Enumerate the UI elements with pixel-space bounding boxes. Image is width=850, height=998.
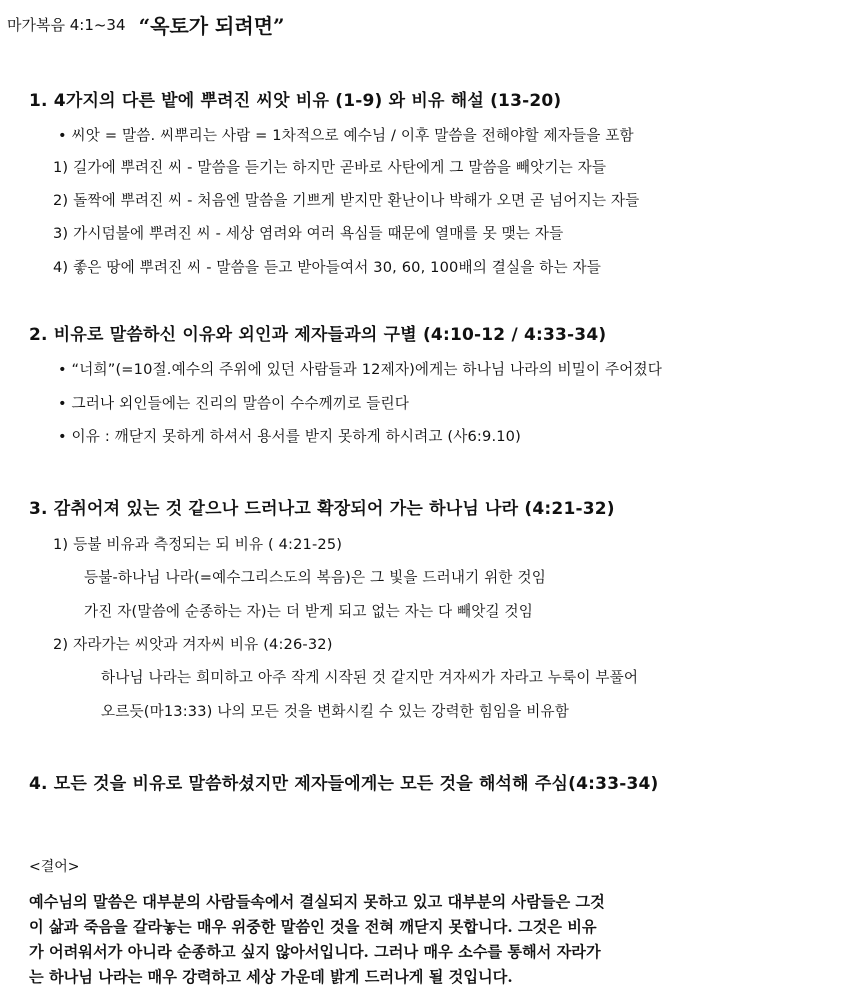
section-2-bullet-3: • 이유 : 깨닫지 못하게 하셔서 용서를 받지 못하게 하시려고 (사6:9.10)	[58, 428, 521, 445]
conclusion-line: 가 어려워서가 아니라 순종하고 싶지 않아서입니다. 그러나 매우 소수를 통해서 자라가	[29, 943, 601, 961]
section-1-bullet-seed: • 씨앗 = 말씀. 씨뿌리는 사람 = 1차적으로 예수님 / 이후 말씀을 전해야할 제자들을 포함	[58, 127, 634, 144]
conclusion-line: 는 하나님 나라는 매우 강력하고 세상 가운데 밝게 드러나게 될 것입니다.	[29, 968, 513, 986]
section-3-heading: 3. 감취어져 있는 것 같으나 드러나고 확장되어 가는 하나님 나라 (4:21-32)	[29, 499, 615, 519]
section-2-heading: 2. 비유로 말씀하신 이유와 외인과 제자들과의 구별 (4:10-12 / 4:33-34)	[29, 325, 607, 345]
section-3-item-2-detail-2: 오르듯(마13:33) 나의 모든 것을 변화시킬 수 있는 강력한 힘임을 비유함	[101, 703, 570, 720]
scripture-reference: 마가복음 4:1~34	[7, 16, 126, 34]
section-3-item-2: 2) 자라가는 씨앗과 겨자씨 비유 (4:26-32)	[53, 636, 333, 653]
section-1-item-2: 2) 돌짝에 뿌려진 씨 - 처음엔 말씀을 기쁘게 받지만 환난이나 박해가 오면 곧 넘어지는 자들	[53, 192, 640, 209]
section-2-bullet-1: • “너희”(=10절.예수의 주위에 있던 사람들과 12제자)에게는 하나님 나라의 비밀이 주어졌다	[58, 361, 663, 378]
section-1-heading: 1. 4가지의 다른 밭에 뿌려진 씨앗 비유 (1-9) 와 비유 해설 (13-20)	[29, 91, 562, 111]
sermon-title: “옥토가 되려면”	[138, 14, 285, 38]
section-1-item-3: 3) 가시덤불에 뿌려진 씨 - 세상 염려와 여러 욕심들 때문에 열매를 못 맺는 자들	[53, 225, 564, 242]
section-4-heading: 4. 모든 것을 비유로 말씀하셨지만 제자들에게는 모든 것을 해석해 주심(4:33-34)	[29, 774, 659, 794]
section-2-bullet-2: • 그러나 외인들에는 진리의 말씀이 수수께끼로 들린다	[58, 395, 409, 412]
section-3-item-1-detail-1: 등불-하나님 나라(=예수그리스도의 복음)은 그 빛을 드러내기 위한 것임	[84, 569, 546, 586]
document-title	[7, 10, 285, 39]
section-3-item-1: 1) 등불 비유과 측정되는 되 비유 ( 4:21-25)	[53, 536, 343, 553]
conclusion-line: 이 삶과 죽음을 갈라놓는 매우 위중한 말씀인 것을 전혀 깨닫지 못합니다. 그것은 비유	[29, 918, 597, 936]
conclusion-label: <결어>	[29, 859, 80, 875]
conclusion-paragraph	[29, 890, 849, 990]
section-3-item-1-detail-2: 가진 자(말씀에 순종하는 자)는 더 받게 되고 없는 자는 다 빼앗길 것임	[84, 603, 534, 620]
section-1-item-1: 1) 길가에 뿌려진 씨 - 말씀을 듣기는 하지만 곧바로 사탄에게 그 말씀을 빼앗기는 자들	[53, 159, 607, 176]
section-3-item-2-detail-1: 하나님 나라는 희미하고 아주 작게 시작된 것 같지만 겨자씨가 자라고 누룩이 부풀어	[101, 669, 639, 686]
conclusion-line: 예수님의 말씀은 대부분의 사람들속에서 결실되지 못하고 있고 대부분의 사람들은 그것	[29, 893, 605, 911]
section-1-item-4: 4) 좋은 땅에 뿌려진 씨 - 말씀을 듣고 받아들여서 30, 60, 100배의 결실을 하는 자들	[53, 259, 602, 276]
